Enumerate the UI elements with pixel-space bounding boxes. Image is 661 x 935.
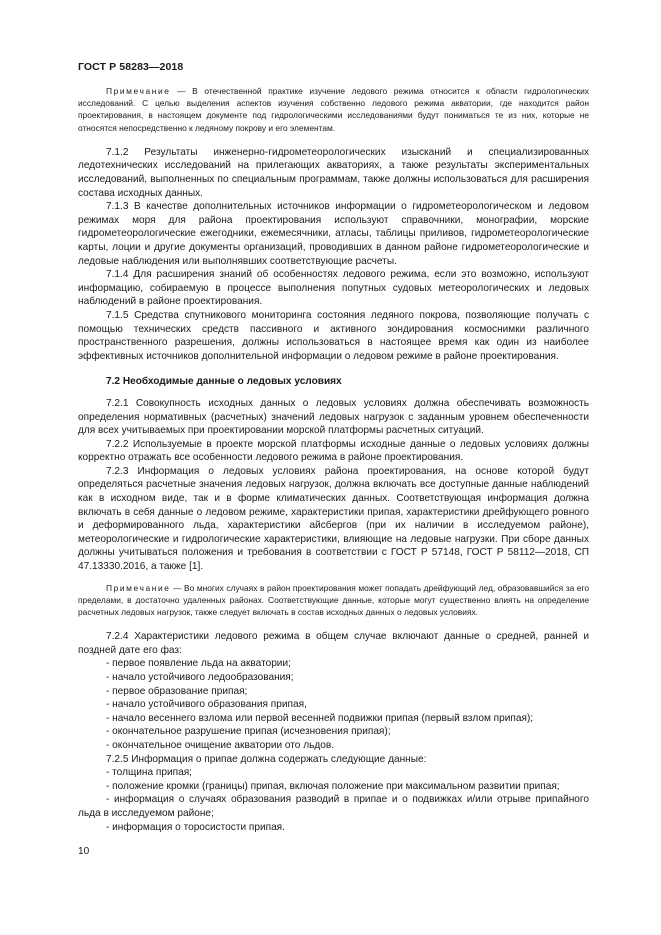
list-item: - информация о случаях образования разводий в припае и о подвижках и/или отрыве припайного льда в исследуемом районе; [78, 794, 589, 819]
section-heading-7-2: 7.2 Необходимые данные о ледовых условиях [106, 376, 342, 388]
list-item: - окончательное очищение акватории ото льдов. [106, 739, 335, 751]
document-body [78, 85, 589, 834]
paragraph-7-2-3: 7.2.3 Информация о ледовых условиях района проектирования, на основе которой будут определяться расчетные значения ледовых нагрузок, должна включать все доступные данные наблюдений как в исходном виде, так и в форме климатических данных. Соответствующая информация должна включать в себя данные о ледовом режиме, характеристики припая, характеристики дрейфующего ровного и деформированного льда, характеристики айсбергов (при их наличии в исследуемом районе), метеорологические и гидрологические характеристики, влияющие на ледовые нагрузки. При сборе данных должны учитываться положения и требования в соответствии с ГОСТ Р 57148, ГОСТ Р 58112—2018, СП 47.13330.2016, а также [1]. [78, 465, 589, 573]
paragraph-7-2-2: 7.2.2 Используемые в проекте морской платформы исходные данные о ледовых условиях должны корректно отражать все особенности ледового режима в районе проектирования. [78, 438, 589, 464]
paragraph-7-2-4: 7.2.4 Характеристики ледового режима в общем случае включают данные о средней, ранней и поздней дате его фаз: [78, 631, 589, 656]
paragraph-7-1-5: 7.1.5 Средства спутникового мониторинга состояния ледяного покрова, позволяющие получать с помощью технических средств пассивного и активного зондирования космоснимки различного пространственного разрешения, должны использоваться в настоящее время как один из наиболее эффективных источников дополнительной информации о ледовом режиме в районе проектирования. [78, 309, 589, 362]
note-2-label: Примечание [106, 582, 171, 593]
note-1-dash: — [170, 86, 193, 96]
paragraph-7-1-3: 7.1.3 В качестве дополнительных источников информации о гидрометеорологическом и ледовом режимах моря для района проектирования используют справочники, монографии, морские гидрометеорологические ежегодники, ежемесячники, атласы, таблицы приливов, гидрометеорологические карты, лоции и другие документы организаций, проводивших в данном районе гидрометеорологические и ледовые наблюдения или выполнявших соответствующие расчеты. [78, 201, 589, 267]
note-1-text: В отечественной практике изучение ледового режима относится к области гидрологических исследований. С целью выделения аспектов изучения собственно ледового режима акватории, где находится район проектирования, в настоящем документе под гидрологическими исследованиями будут пониматься те из них, которые не относятся непосредственно к ледяному покрову и его элементам. [78, 86, 589, 133]
list-item: - первое образование припая; [106, 685, 248, 697]
note-1 [78, 85, 589, 134]
document-header: ГОСТ Р 58283—2018 [78, 61, 184, 73]
paragraph-7-2-5: 7.2.5 Информация о припае должна содержать следующие данные: [106, 753, 427, 765]
note-2-dash: — [170, 582, 185, 593]
note-1-label: Примечание [106, 86, 171, 96]
list-item: - окончательное разрушение припая (исчезновения припая); [106, 726, 391, 738]
list-item: - информация о торосистости припая. [106, 821, 285, 833]
paragraph-7-1-4: 7.1.4 Для расширения знаний об особенностях ледового режима, если это возможно, используют информацию, собираемую в процессе выполнения попутных судовых метеорологических и ледовых наблюдений в районе проектирования. [78, 269, 589, 308]
list-item: - начало весеннего взлома или первой весенней подвижки припая (первый взлом припая); [106, 712, 534, 724]
paragraph-7-1-2: 7.1.2 Результаты инженерно-гидрометеорологических изысканий и специализированных ледотехнических исследований на прилегающих акваториях, а также результаты экспериментальных исследований, выполненных по специальным программам, также должны использоваться для расширения состава исходных данных. [78, 146, 589, 199]
list-item: - первое появление льда на акватории; [106, 658, 291, 670]
note-2-text: Во многих случаях в район проектирования может попадать дрейфующий лед, образовавшийся за его пределами, в достаточно удаленных районах. Соответствующие данные, которые могут существенно влиять на определение расчетных ледовых нагрузок, также следует включать в состав исходных данных о ледовых условиях. [78, 582, 589, 618]
list-item: - начало устойчивого образования припая, [106, 699, 307, 711]
list-item: - толщина припая; [106, 767, 192, 779]
list-item: - положение кромки (границы) припая, включая положение при максимальном развитии припая; [106, 780, 560, 792]
note-2 [78, 582, 589, 619]
list-item: - начало устойчивого ледообразования; [106, 672, 294, 684]
page-number: 10 [78, 846, 90, 857]
paragraph-7-2-1: 7.2.1 Совокупность исходных данных о ледовых условиях должна обеспечивать возможность определения нормативных (расчетных) значений ледовых нагрузок с заданным уровнем обеспеченности для всех учитываемых при проектировании морской платформы расчетных ситуаций. [78, 397, 589, 437]
